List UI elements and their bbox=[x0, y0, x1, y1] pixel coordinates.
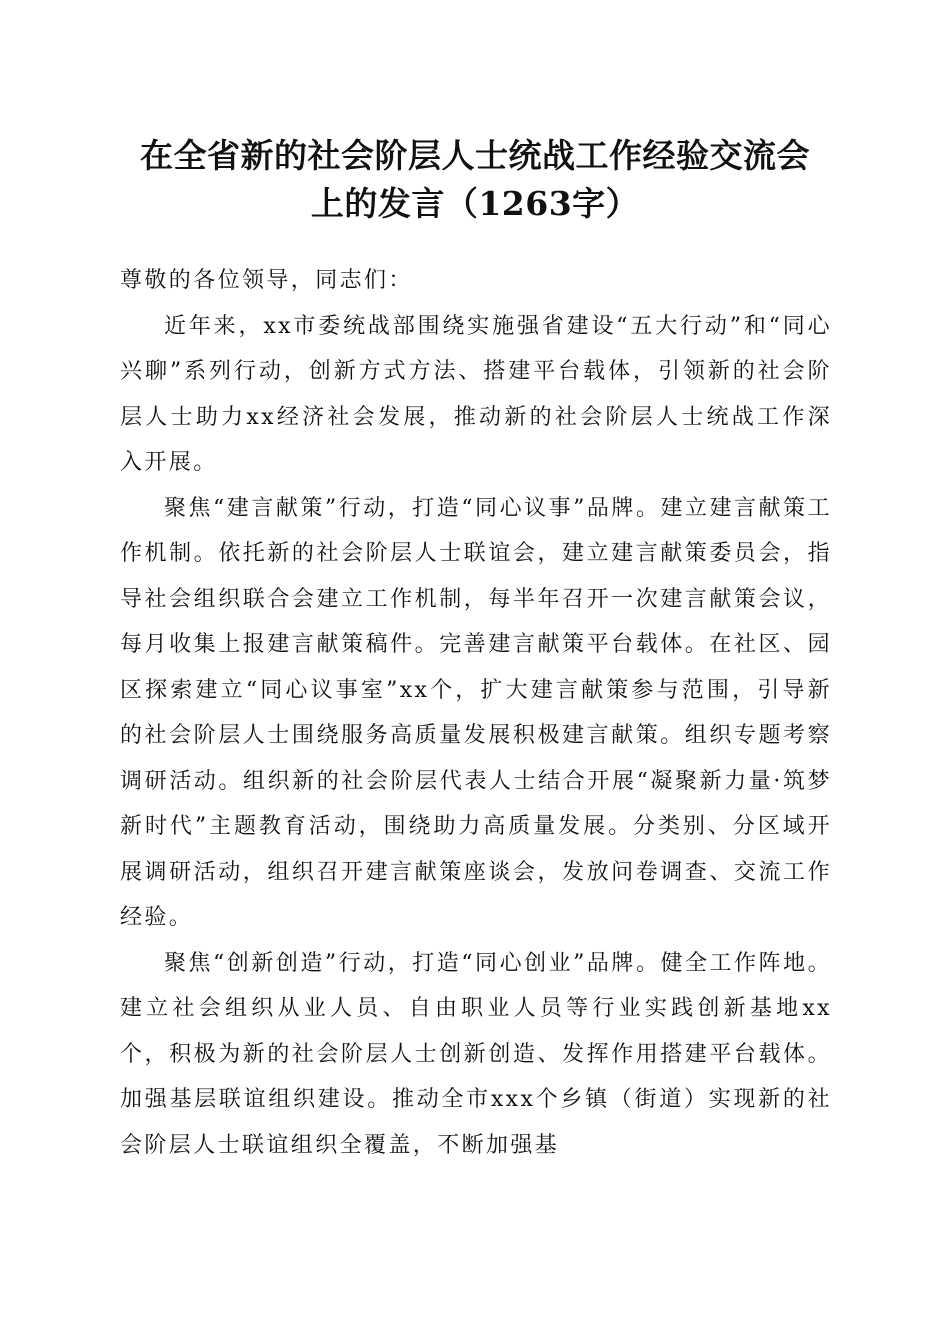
title-line-1: 在全省新的社会阶层人士统战工作经验交流会 bbox=[140, 136, 810, 175]
document-body bbox=[120, 258, 832, 1168]
paragraph-intro: 近年来，xx市委统战部围绕实施强省建设“五大行动”和“同心兴聊”系列行动，创新方式方法、搭建平台载体，引领新的社会阶层人士助力xx经济社会发展，推动新的社会阶层人士统战工作深入开展。 bbox=[120, 313, 832, 475]
document-title bbox=[100, 132, 850, 228]
paragraph-innovation: 聚焦“创新创造”行动，打造“同心创业”品牌。健全工作阵地。建立社会组织从业人员、自由职业人员等行业实践创新基地xx个，积极为新的社会阶层人士创新创造、发挥作用搭建平台载体。加强基层联谊组织建设。推动全市xxx个乡镇（街道）实现新的社会阶层人士联谊组织全覆盖，不断加强基 bbox=[120, 950, 832, 1158]
salutation: 尊敬的各位领导，同志们： bbox=[120, 268, 413, 293]
paragraph-advice: 聚焦“建言献策”行动，打造“同心议事”品牌。建立建言献策工作机制。依托新的社会阶层人士联谊会，建立建言献策委员会，指导社会组织联合会建立工作机制，每半年召开一次建言献策会议，每月收集上报建言献策稿件。完善建言献策平台载体。在社区、园区探索建立“同心议事室”xx个，扩大建言献策参与范围，引导新的社会阶层人士围绕服务高质量发展积极建言献策。组织专题考察调研活动。组织新的社会阶层代表人士结合开展“凝聚新力量·筑梦新时代”主题教育活动，围绕助力高质量发展。分类别、分区域开展调研活动，组织召开建言献策座谈会，发放问卷调查、交流工作经验。 bbox=[120, 495, 832, 930]
title-line-2: 上的发言（1263字） bbox=[310, 184, 640, 223]
